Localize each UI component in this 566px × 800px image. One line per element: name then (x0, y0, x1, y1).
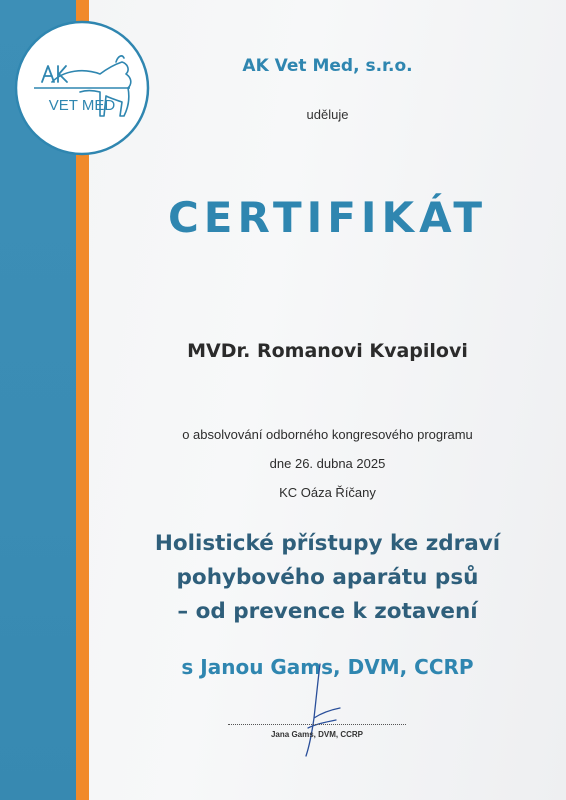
lecturer-line: s Janou Gams, DVM, CCRP (181, 655, 474, 679)
course-title-line: pohybového aparátu psů (176, 565, 479, 590)
handwritten-signature (290, 660, 350, 760)
signature-caption: Jana Gams, DVM, CCRP (270, 730, 364, 739)
grants-label: uděluje (306, 107, 349, 122)
course-title (89, 527, 566, 629)
signature-line (228, 724, 406, 725)
logo-text: VET MED (48, 97, 116, 114)
recipient-name: MVDr. Romanovi Kvapilovi (187, 340, 468, 362)
certificate-title: CERTIFIKÁT (167, 193, 487, 242)
completion-text: o absolvování odborného kongresového programu (182, 427, 473, 442)
course-title-line: Holistické přístupy ke zdraví (154, 531, 501, 556)
dog-outline-icon (12, 18, 152, 158)
event-venue: KC Oáza Říčany (279, 485, 376, 500)
company-name: AK Vet Med, s.r.o. (242, 56, 413, 76)
event-date: dne 26. dubna 2025 (269, 456, 386, 471)
course-title-line: – od prevence k zotavení (177, 599, 478, 624)
